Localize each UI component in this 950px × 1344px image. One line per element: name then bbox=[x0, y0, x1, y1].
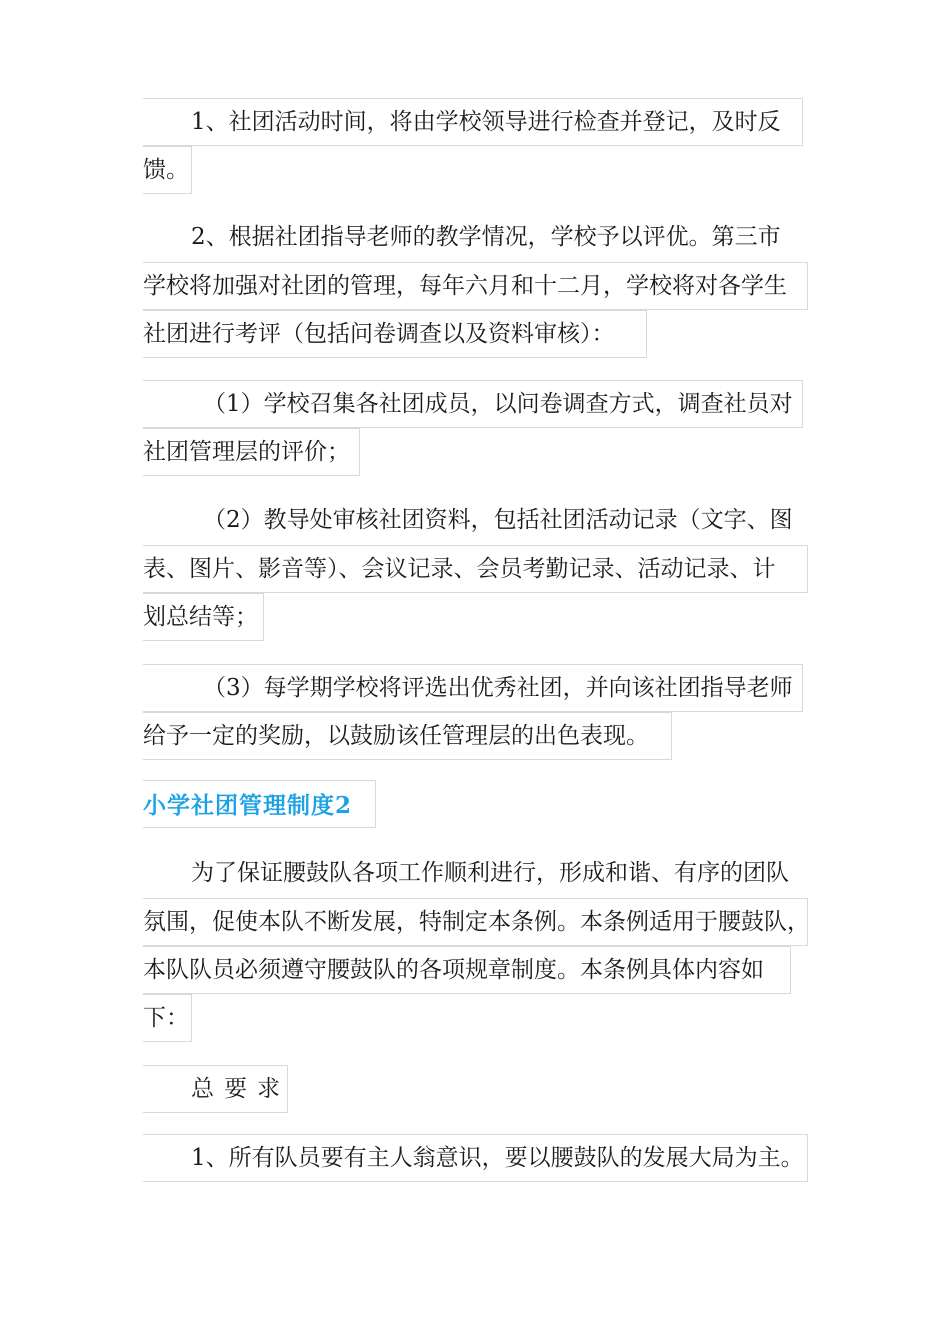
text-line: （2）教导处审核社团资料，包括社团活动记录（文字、图 bbox=[203, 507, 793, 533]
paragraph-evaluation bbox=[143, 214, 808, 358]
text-line: （3）每学期学校将评选出优秀社团，并向该社团指导老师 bbox=[143, 664, 803, 712]
text-line: 总要求 bbox=[143, 1065, 288, 1113]
section-heading: 小学社团管理制度2 bbox=[143, 780, 376, 828]
text-line: 为了保证腰鼓队各项工作顺利进行，形成和谐、有序的团队 bbox=[191, 860, 789, 886]
text-line: （1）学校召集各社团成员，以问卷调查方式，调查社员对 bbox=[143, 380, 803, 428]
text-line: 社团管理层的评价； bbox=[143, 428, 360, 476]
text-line: 本队队员必须遵守腰鼓队的各项规章制度。本条例具体内容如 bbox=[143, 946, 791, 994]
paragraph-item-3 bbox=[143, 664, 808, 760]
text-line: 1、所有队员要有主人翁意识，要以腰鼓队的发展大局为主。 bbox=[143, 1134, 808, 1182]
paragraph-activity-check bbox=[143, 98, 808, 194]
paragraph-item-2 bbox=[143, 497, 808, 641]
text-line: 社团进行考评（包括问卷调查以及资料审核）： bbox=[143, 310, 647, 358]
paragraph-rule-1 bbox=[143, 1134, 808, 1182]
text-line: 给予一定的奖励，以鼓励该任管理层的出色表现。 bbox=[143, 712, 672, 760]
paragraph-item-1 bbox=[143, 380, 808, 476]
text-line: 馈。 bbox=[143, 146, 192, 194]
text-line: 2、根据社团指导老师的教学情况，学校予以评优。第三市 bbox=[191, 224, 781, 250]
text-line: 表、图片、影音等）、会议记录、会员考勤记录、活动记录、计 bbox=[143, 545, 808, 593]
text-line: 氛围，促使本队不断发展，特制定本条例。本条例适用于腰鼓队， bbox=[143, 898, 808, 946]
text-line: 划总结等； bbox=[143, 593, 264, 641]
text-line: 1、社团活动时间，将由学校领导进行检查并登记，及时反 bbox=[143, 98, 803, 146]
paragraph-drum-intro bbox=[143, 850, 808, 1042]
text-line: 下： bbox=[143, 994, 192, 1042]
text-line: 学校将加强对社团的管理，每年六月和十二月，学校将对各学生 bbox=[143, 262, 808, 310]
paragraph-general-requirements bbox=[143, 1065, 808, 1113]
